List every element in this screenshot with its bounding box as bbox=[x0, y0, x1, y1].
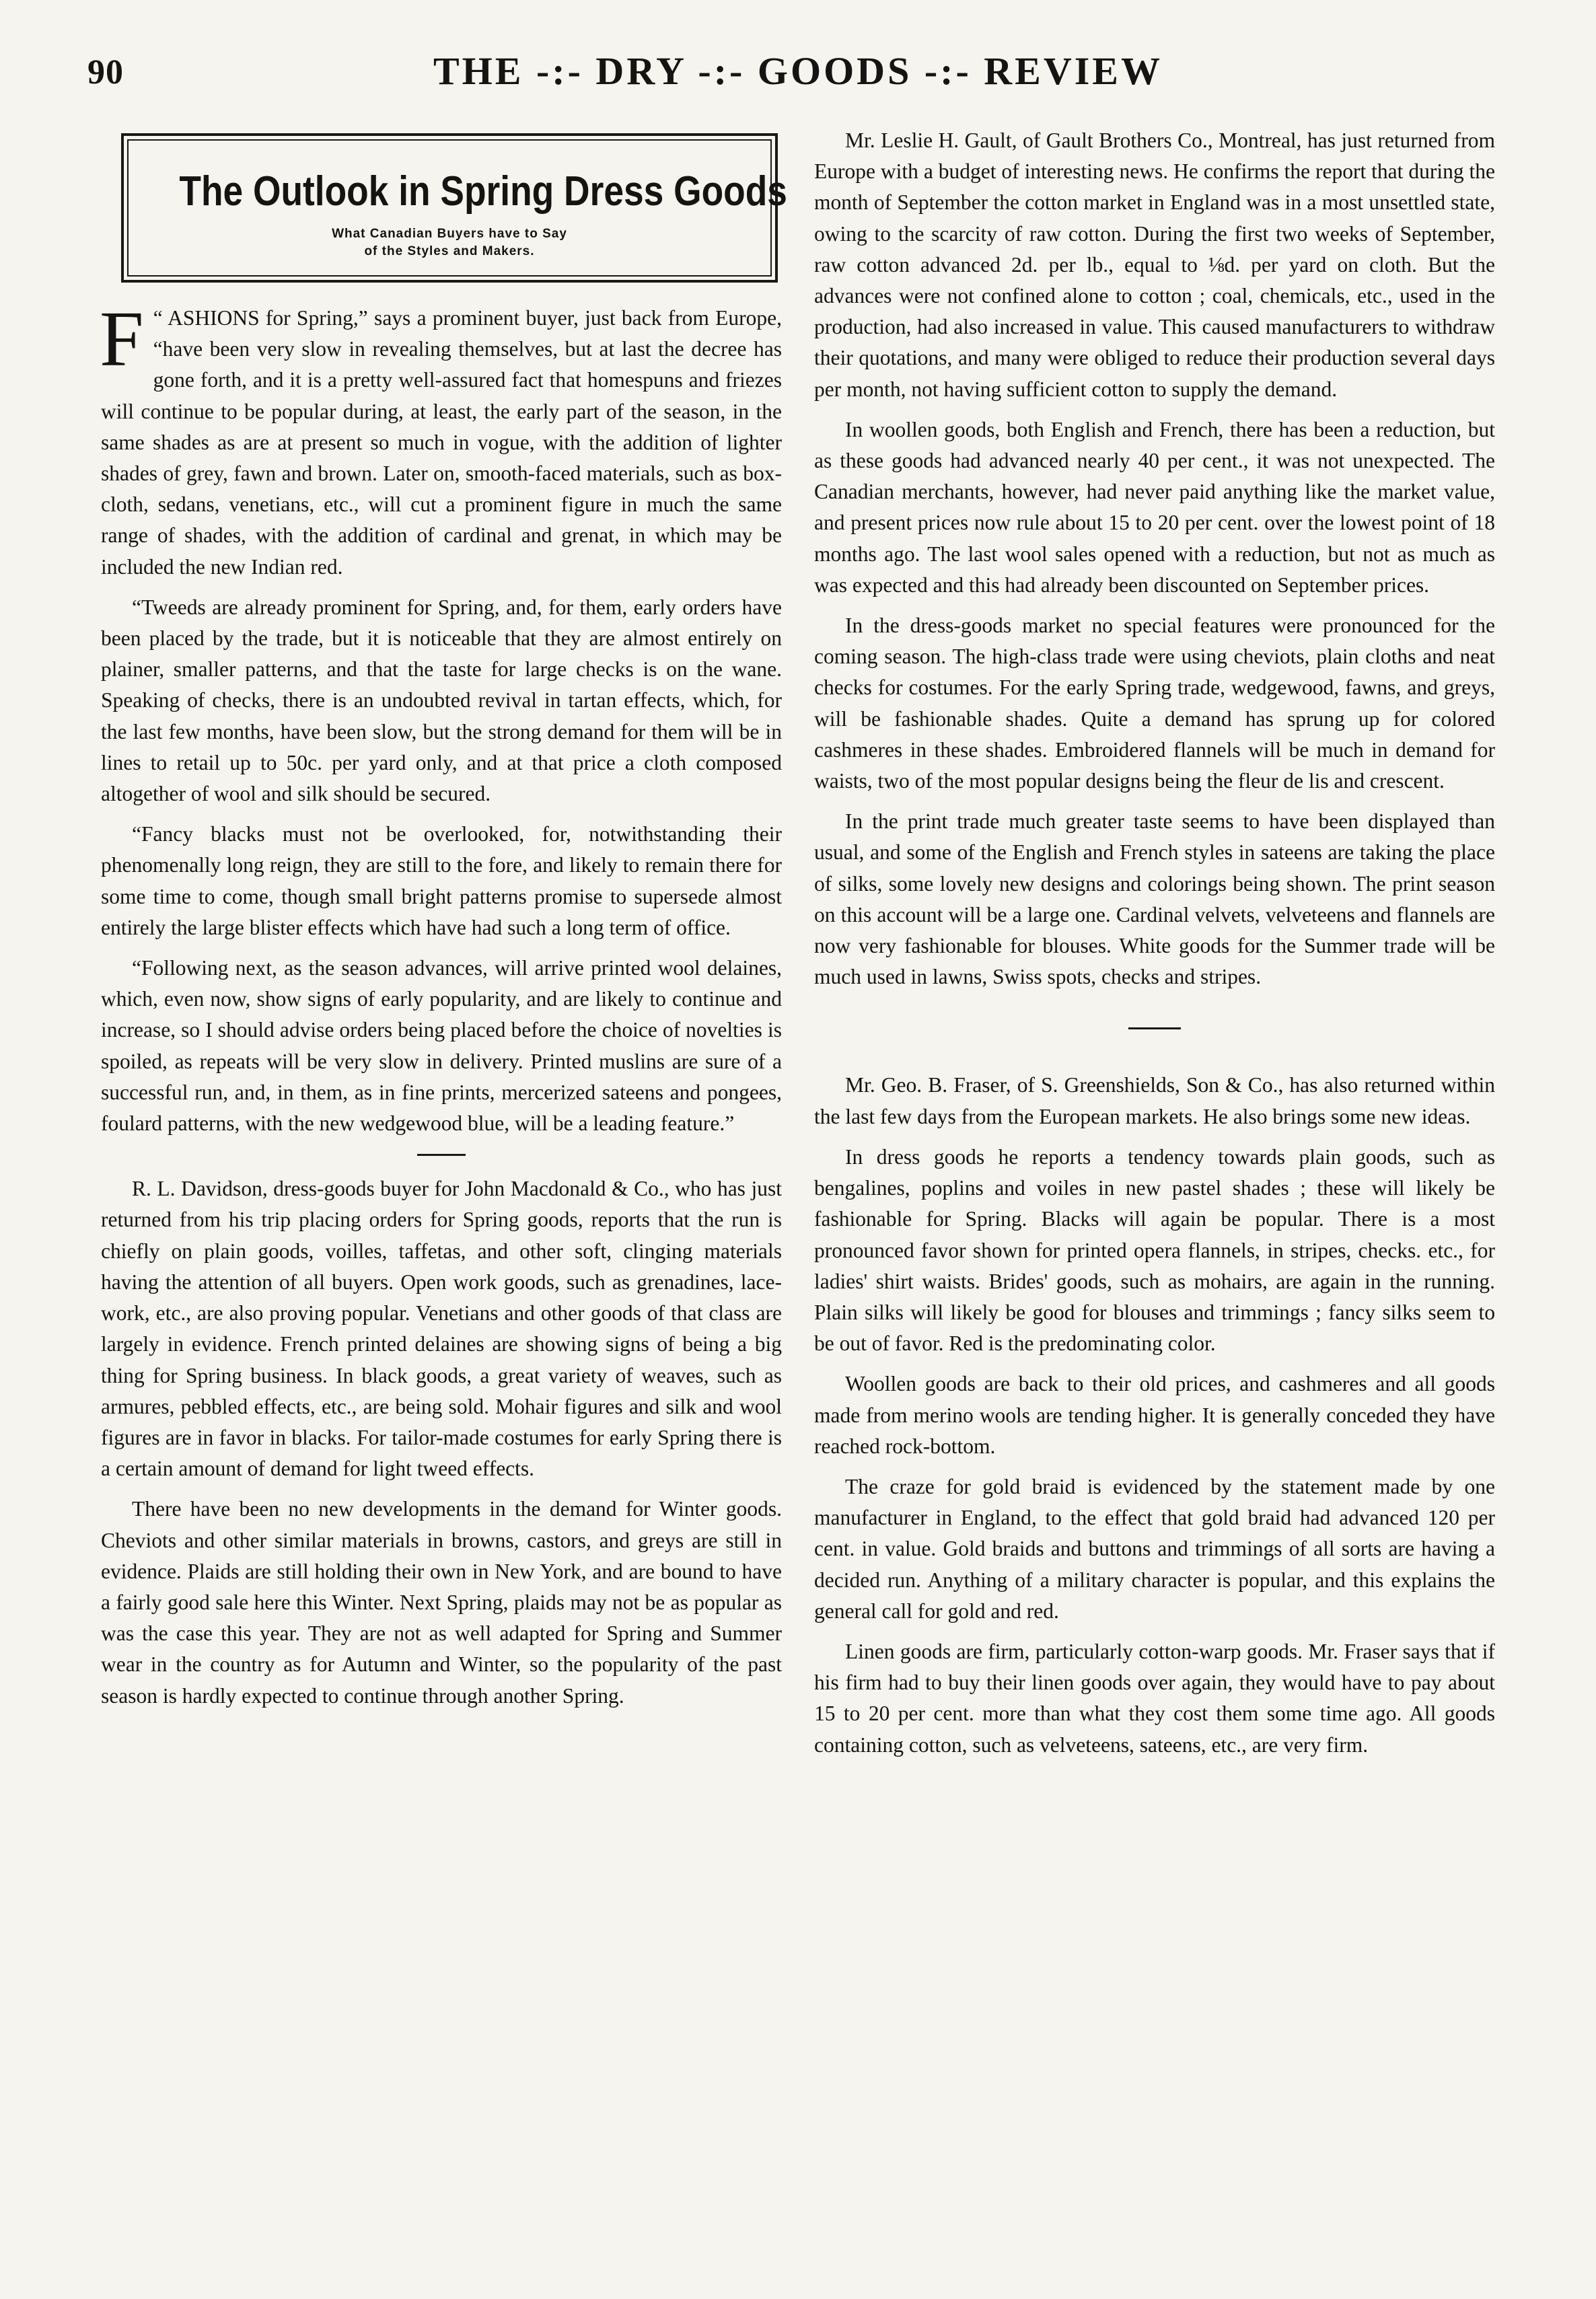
paragraph: “Following next, as the season advances, will arrive printed wool delaines, which, even now, show signs of early popularity, and are likely to continue and increase, so I should advise orders being placed before the choice of novelties is spoiled, as repeats will be very slow in delivery. Printed muslins are sure of a successful run, and, in them, as in fine prints, mercerized sateens and pongees, foulard patterns, with the new wedgewood blue, will be a leading feature.” bbox=[101, 956, 782, 1136]
masthead: THE -:- DRY -:- GOODS -:- REVIEW bbox=[433, 49, 1163, 93]
paragraph: The craze for gold braid is evidenced by the statement made by one manufacturer in England, to the effect that gold braid had advanced 120 per cent. in value. Gold braids and buttons and trimmings of all sorts are having a decided run. Anything of a military character is popular, and this explains the general call for gold and red. bbox=[814, 1474, 1495, 1623]
headline-box bbox=[121, 133, 787, 283]
article-subhead-line-1: What Canadian Buyers have to Say bbox=[332, 227, 567, 241]
section-divider bbox=[1128, 1027, 1181, 1029]
paragraph: There have been no new developments in the demand for Winter goods. Cheviots and other similar materials in browns, castors, and greys are still in evidence. Plaids are still holding their own in New York, and are bound to have a fairly good sale here this Winter. Next Spring, plaids may not be as popular as was the case this year. They are not as well adapted for Spring and Summer wear in the country as for Autumn and Winter, so the popularity of the past season is hardly expected to continue through another Spring. bbox=[101, 1497, 782, 1708]
drop-cap: F bbox=[100, 295, 144, 383]
paragraph: Mr. Geo. B. Fraser, of S. Greenshields, Son & Co., has also returned within the last few days from the European markets. He also brings some new ideas. bbox=[814, 1073, 1495, 1128]
article-subhead-line-2: of the Styles and Makers. bbox=[364, 244, 535, 258]
paragraph: “Tweeds are already prominent for Spring, and, for them, early orders have been placed by the trade, but it is noticeable that they are almost entirely on plainer, smaller patterns, and that the taste for large checks is on the wane. Speaking of checks, there is an undoubted revival in tartan effects, which, for the last few months, have been slow, but the strong demand for them will be in lines to retail up to 50c. per yard only, and at that price a cloth composed altogether of wool and silk should be secured. bbox=[101, 595, 782, 806]
paragraph: R. L. Davidson, dress-goods buyer for John Macdonald & Co., who has just returned from his trip placing orders for Spring goods, reports that the run is chiefly on plain goods, voilles, taffetas, and other soft, clinging materials having the attention of all buyers. Open work goods, such as grenadines, lace-work, etc., are also proving popular. Venetians and other goods of that class are largely in evidence. French printed delaines are showing signs of being a big thing for Spring business. In black goods, a great variety of weaves, such as armures, pebbled effects, etc., are being sold. Mohair figures and silk and wool figures are in favor in blacks. For tailor-made costumes for early Spring there is a certain amount of demand for light tweed effects. bbox=[101, 1177, 782, 1481]
section-divider bbox=[417, 1154, 466, 1156]
paragraph: Woollen goods are back to their old prices, and cashmeres and all goods made from merino wools are tending higher. It is generally conceded they have reached rock-bottom. bbox=[814, 1372, 1495, 1458]
paragraph: Mr. Leslie H. Gault, of Gault Brothers Co., Montreal, has just returned from Europe with a budget of interesting news. He confirms the report that during the month of September the cotton market in England was in a most unsettled state, owing to the scarcity of raw cotton. During the first two weeks of September, raw cotton advanced 2d. per lb., equal to ⅛d. per yard on cloth. But the advances were not confined alone to cotton ; coal, chemicals, etc., used in the production, had also increased in value. This caused manufacturers to withdraw their quotations, and many were obliged to reduce their production several days per month, not having sufficient cotton to supply the demand. bbox=[814, 129, 1495, 401]
left-column bbox=[100, 128, 787, 1721]
paragraph-lead: F “ ASHIONS for Spring,” says a prominent buyer, just back from Europe, “have been very slow in revealing themselves, but at last the decree has gone forth, and it is a pretty well-assured fact that homespuns and friezes will continue to be popular during, at least, the early part of the season, in the same shades as are at present so much in vogue, with the addition of lighter shades of grey, fawn and brown. Later on, smooth-faced materials, such as box-cloth, sedans, venetians, etc., will cut a prominent figure in much the same range of shades, with the addition of cardinal and grenat, in which may be included the new Indian red. bbox=[100, 295, 782, 579]
right-column bbox=[814, 125, 1495, 1770]
paragraph: In dress goods he reports a tendency towards plain goods, such as bengalines, poplins and voiles in new pastel shades ; these will likely be fashionable for Spring. Blacks will again be popular. There is a most pronounced favor shown for printed opera flannels, in stripes, checks. etc., for ladies' shirt waists. Brides' goods, such as mohairs, are again in the running. Plain silks will likely be good for blouses and trimmings ; fancy silks seem to be out of favor. Red is the predominating color. bbox=[814, 1144, 1495, 1356]
page-number: 90 bbox=[87, 53, 124, 92]
paragraph: In the dress-goods market no special features were pronounced for the coming season. The high-class trade were using cheviots, plain cloths and neat checks for costumes. For the early Spring trade, wedgewood, fawns, and greys, will be fashionable shades. Quite a demand has sprung up for colored cashmeres in these shades. Embroidered flannels will be much in demand for waists, two of the most popular designs being the fleur de lis and crescent. bbox=[814, 614, 1495, 793]
paragraph: Linen goods are firm, particularly cotton-warp goods. Mr. Fraser says that if his firm had to buy their linen goods over again, they would have to pay about 15 to 20 per cent. more than what they cost them some time ago. All goods containing cotton, such as velveteens, sateens, etc., are very firm. bbox=[814, 1639, 1495, 1757]
paragraph: In the print trade much greater taste seems to have been displayed than usual, and some of the English and French styles in sateens are taking the place of silks, some lovely new designs and colorings being shown. The print season on this account will be a large one. Cardinal velvets, velveteens and flannels are now very fashionable for blouses. White goods for the Summer trade will be much used in lawns, Swiss spots, checks and stripes. bbox=[814, 809, 1495, 989]
article-headline: The Outlook in Spring Dress Goods bbox=[179, 168, 787, 215]
paragraph: In woollen goods, both English and French, there has been a reduction, but as these goods had advanced nearly 40 per cent., it was not unexpected. The Canadian merchants, however, had never paid anything like the market value, and present prices now rule about 15 to 20 per cent. over the lowest point of 18 months ago. The last wool sales opened with a reduction, but not as much as was expected and this had already been discounted on September prices. bbox=[814, 417, 1495, 597]
paragraph: “Fancy blacks must not be overlooked, for, notwithstanding their phenomenally long reign, they are still to the fore, and likely to remain there for some time to come, though small bright patterns promise to supersede almost entirely the large blister effects which have had such a long term of office. bbox=[101, 822, 782, 939]
